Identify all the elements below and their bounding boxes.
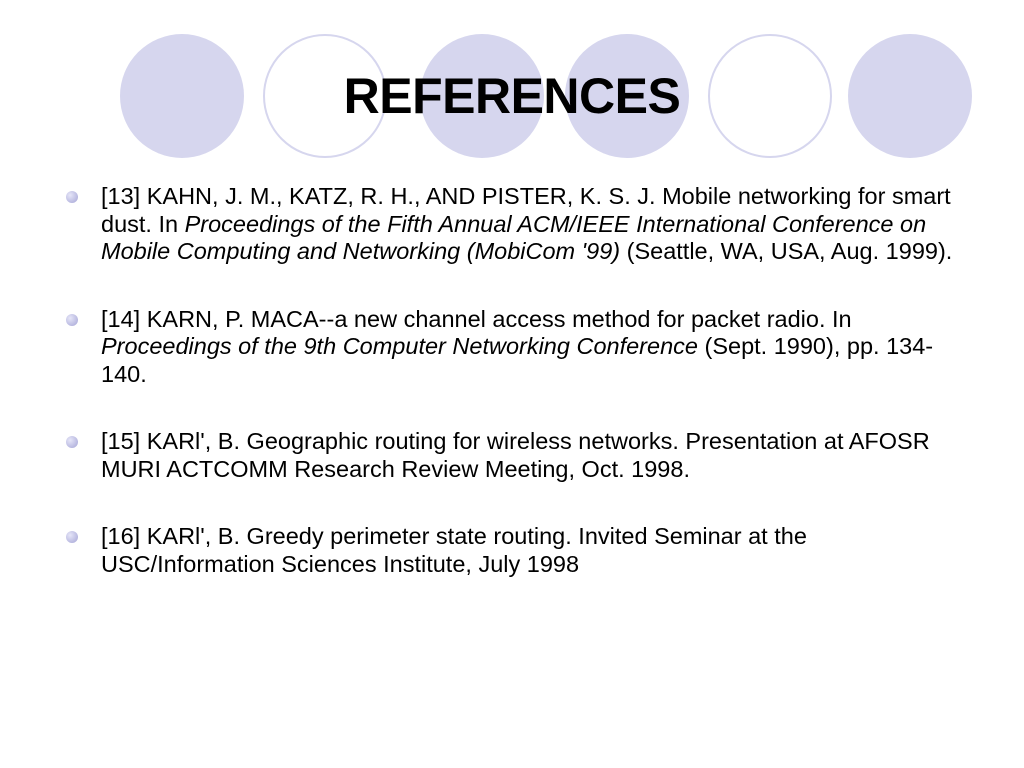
bullet-icon (66, 436, 78, 448)
slide-title: REFERENCES (343, 68, 681, 124)
reference-text: [15] KARl', B. Geographic routing for wireless networks. Presentation at AFOSR MURI ACTCOMM Research Review Meeting, Oct. 1998. (101, 428, 930, 482)
bullet-icon (66, 531, 78, 543)
reference-text: [14] KARN, P. MACA--a new channel access method for packet radio. In (101, 305, 852, 332)
reference-venue: Proceedings of the 9th Computer Networking Conference (101, 333, 698, 359)
reference-details: (Seattle, WA, USA, Aug. 1999). (620, 238, 953, 264)
bullet-icon (66, 191, 78, 203)
reference-text: [13] KAHN, J. M., KATZ, R. H., AND PISTER, K. S. J. Mobile networking for smart dust. In (101, 183, 951, 237)
reference-item-13 (66, 183, 966, 266)
reference-item-15 (66, 428, 966, 483)
reference-details: (Sept. 1990), pp. 134-140. (101, 333, 934, 387)
reference-item-16 (66, 523, 966, 578)
reference-venue: Proceedings of the Fifth Annual ACM/IEEE International Conference on Mobile Computing and Networking (MobiCom '99) (101, 210, 927, 264)
reference-item-14 (66, 306, 966, 389)
bullet-icon (66, 314, 78, 326)
reference-text: [16] KARl', B. Greedy perimeter state routing. Invited Seminar at the USC/Information Sciences Institute, July 1998 (101, 523, 807, 577)
reference-list (66, 183, 966, 578)
